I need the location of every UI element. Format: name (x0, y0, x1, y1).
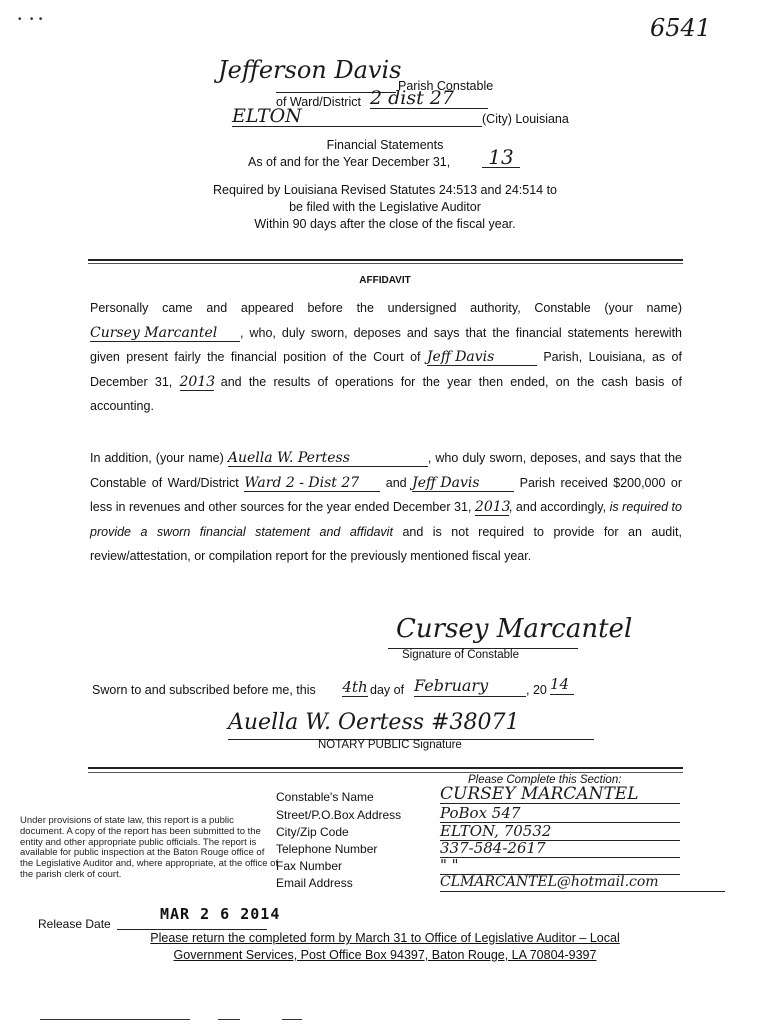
release-date-stamp: MAR 2 6 2014 (160, 905, 281, 923)
p1-year: 2013 (179, 373, 216, 390)
p1-text-d: and the results of operations for the year then ended, on the cash basis of accounting. (90, 374, 682, 413)
p1-constable-name: Cursey Marcantel (90, 325, 240, 342)
parish-name: Jefferson Davis (218, 56, 402, 84)
fs-year-label: As of and for the Year December 31, (248, 155, 451, 169)
value-city-zip: ELTON, 70532 (440, 823, 680, 841)
affidavit-paragraph-2 (90, 446, 682, 569)
divider-top-thin (88, 263, 683, 264)
fs-title: Financial Statements (326, 138, 444, 152)
p2-text-d: Parish received $200,000 or less in revenues and other sources for the year ended December 31, (90, 475, 682, 514)
sworn-day: 4th (342, 678, 368, 696)
divider-middle-thin (88, 772, 683, 773)
label-city-zip: City/Zip Code (276, 825, 349, 839)
p1-text-c: Parish, Louisiana, as of December 31, (90, 350, 682, 389)
notary-signature: Auella W. Oertess #38071 (228, 710, 520, 735)
scan-speck: • • • (18, 14, 43, 25)
value-constable-name: CURSEY MARCANTEL (440, 786, 680, 804)
ward-value: 2 dist 27 (370, 88, 488, 109)
p2-text-a: In addition, (your name) (90, 451, 224, 465)
footer-line-2: Government Services, Post Office Box 94397, Baton Rouge, LA 70804-9397 (173, 948, 597, 962)
label-constable-name: Constable's Name (276, 790, 374, 804)
label-street-address: Street/P.O.Box Address (276, 808, 402, 822)
city-label: (City) Louisiana (482, 112, 569, 126)
sworn-text-a: Sworn to and subscribed before me, this (92, 683, 316, 697)
statute-line-1: Required by Louisiana Revised Statutes 24:513 and 24:514 to (213, 183, 557, 197)
p1-court-name: Jeff Davis (427, 349, 537, 366)
affidavit-paragraph-1 (90, 296, 682, 419)
constable-signature: Cursey Marcantel (396, 614, 633, 644)
p2-parish: Jeff Davis (412, 475, 514, 492)
notary-signature-label: NOTARY PUBLIC Signature (318, 739, 462, 751)
ward-label: of Ward/District (276, 95, 361, 109)
value-street-address: PoBox 547 (440, 805, 680, 823)
p1-text-b: , who, duly sworn, deposes and says that the financial statements herewith given present fairly the financial position of the Court of (90, 325, 682, 364)
constable-signature-label: Signature of Constable (402, 649, 519, 661)
city-value: ELTON (232, 106, 482, 127)
page-number: 6541 (650, 14, 712, 42)
value-email: CLMARCANTEL@hotmail.com (440, 874, 725, 892)
p2-italic-text: is required to provide a sworn financial statement and affidavit (90, 500, 682, 539)
p2-name: Auella W. Pertess (228, 450, 428, 467)
p1-text-a: Personally came and appeared before the undersigned authority, Constable (your name) (90, 301, 682, 315)
sworn-year: 14 (550, 674, 574, 695)
affidavit-title: AFFIDAVIT (359, 275, 411, 286)
fs-year-value: 13 (482, 147, 520, 168)
statute-line-2: be filed with the Legislative Auditor (289, 200, 481, 214)
release-date-line (117, 929, 267, 930)
value-telephone: 337-584-2617 (440, 840, 680, 858)
value-fax: " " (440, 857, 680, 875)
divider-middle (88, 767, 683, 769)
p2-ward: Ward 2 - Dist 27 (244, 475, 380, 492)
p2-text-e: , and accordingly, (508, 500, 607, 514)
sworn-text-c: , 20 (526, 683, 547, 697)
public-document-notice: Under provisions of state law, this report is a public document. A copy of the report has been submitted to the entity and other appropriate public officials. The report is available for public inspection at the Baton Rouge office of the Legislative Auditor and, where appropriate, at the office of the parish clerk of court. (20, 815, 279, 880)
label-fax: Fax Number (276, 859, 343, 873)
label-telephone: Telephone Number (276, 842, 378, 856)
sworn-month: February (414, 676, 526, 697)
sworn-text-b: day of (370, 683, 405, 697)
complete-note: Please Complete this Section: (468, 774, 622, 786)
divider-top (88, 259, 683, 261)
p2-text-b: , who duly sworn, deposes, and says that the Constable of Ward/District (90, 451, 682, 490)
p2-year: 2013 (474, 499, 511, 515)
footer-line-1: Please return the completed form by March 31 to Office of Legislative Auditor – Local (150, 931, 620, 945)
release-date-label: Release Date (38, 917, 111, 931)
statute-line-3: Within 90 days after the close of the fiscal year. (254, 217, 516, 231)
p2-text-f: and is not required to provide for an audit, review/attestation, or compilation report for the previously mentioned fiscal year. (90, 524, 682, 563)
p2-text-c: and (385, 475, 407, 490)
parish-constable-label: Parish Constable (398, 79, 494, 93)
label-email: Email Address (276, 876, 353, 890)
